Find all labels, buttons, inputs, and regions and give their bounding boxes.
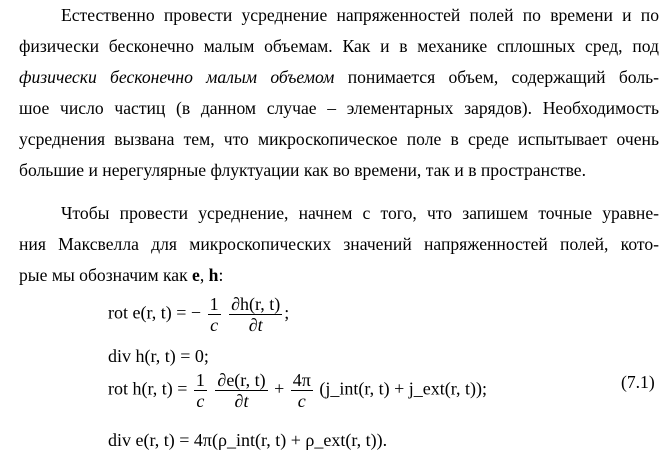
fraction <box>194 370 207 411</box>
fraction <box>229 294 282 335</box>
equation-lhs: rot h(r, t) = <box>108 378 188 399</box>
italic-term: физически бесконечно малым объемом <box>19 67 335 87</box>
symbol-h: h <box>208 265 219 285</box>
equation-div-h <box>108 346 209 367</box>
fraction-numerator: ∂h(r, t) <box>231 294 281 314</box>
fraction <box>208 294 221 335</box>
fraction <box>291 370 313 411</box>
equation-text: div e(r, t) = 4π(ρ_int(r, t) + ρ_ext(r, t)). <box>108 430 388 450</box>
symbol-e: e <box>192 265 200 285</box>
text-line: ния Максвелла для микроскопических значений напряженностей полей, кото- <box>19 234 659 254</box>
text-line: большие и нерегулярные флуктуации как во времени, так и в пространстве. <box>19 160 586 180</box>
equation-text: div h(r, t) = 0; <box>108 346 209 366</box>
text-line: шое число частиц (в данном случае – элементарных зарядов). Необходимость <box>19 98 659 118</box>
text-line <box>19 62 659 93</box>
fraction-numerator: ∂e(r, t) <box>217 370 266 390</box>
text-span: : <box>218 265 224 285</box>
fraction-denominator: c <box>297 391 306 411</box>
equation-end: ; <box>284 302 290 323</box>
text-line: Чтобы провести усреднение, начнем с того, что запишем точные уравне- <box>61 203 659 223</box>
fraction-denominator: c <box>196 391 205 411</box>
fraction-denominator: ∂t <box>248 315 263 335</box>
fraction <box>215 370 267 411</box>
text-line: Естественно провести усреднение напряженностей полей по времени и по <box>61 5 659 25</box>
fraction-numerator: 1 <box>195 370 205 390</box>
equation-lhs: rot e(r, t) = − <box>108 302 202 323</box>
text-span: понимается объем, содержащий боль- <box>334 67 660 87</box>
paragraph-maxwell-intro <box>19 198 659 291</box>
equation-rot-e <box>108 294 289 335</box>
equation-rhs: (j_int(r, t) + j_ext(r, t)); <box>319 378 487 399</box>
fraction-denominator: c <box>210 315 219 335</box>
equation-rot-h <box>108 370 487 411</box>
text-span: рые мы обозначим как <box>19 265 193 285</box>
text-span: , <box>199 265 209 285</box>
text-line: физически бесконечно малым объемам. Как и в механике сплошных сред, под <box>19 36 659 56</box>
fraction-denominator: ∂t <box>234 391 249 411</box>
fraction-numerator: 4π <box>292 370 311 390</box>
text-line <box>19 260 659 291</box>
equation-number: (7.1) <box>621 372 655 392</box>
operator: + <box>274 378 285 399</box>
paragraph-averaging <box>19 0 659 186</box>
text-line: усреднения вызвана тем, что микроскопическое поле в среде испытывает очень <box>19 129 659 149</box>
equation-div-e <box>108 430 387 451</box>
fraction-numerator: 1 <box>209 294 219 314</box>
